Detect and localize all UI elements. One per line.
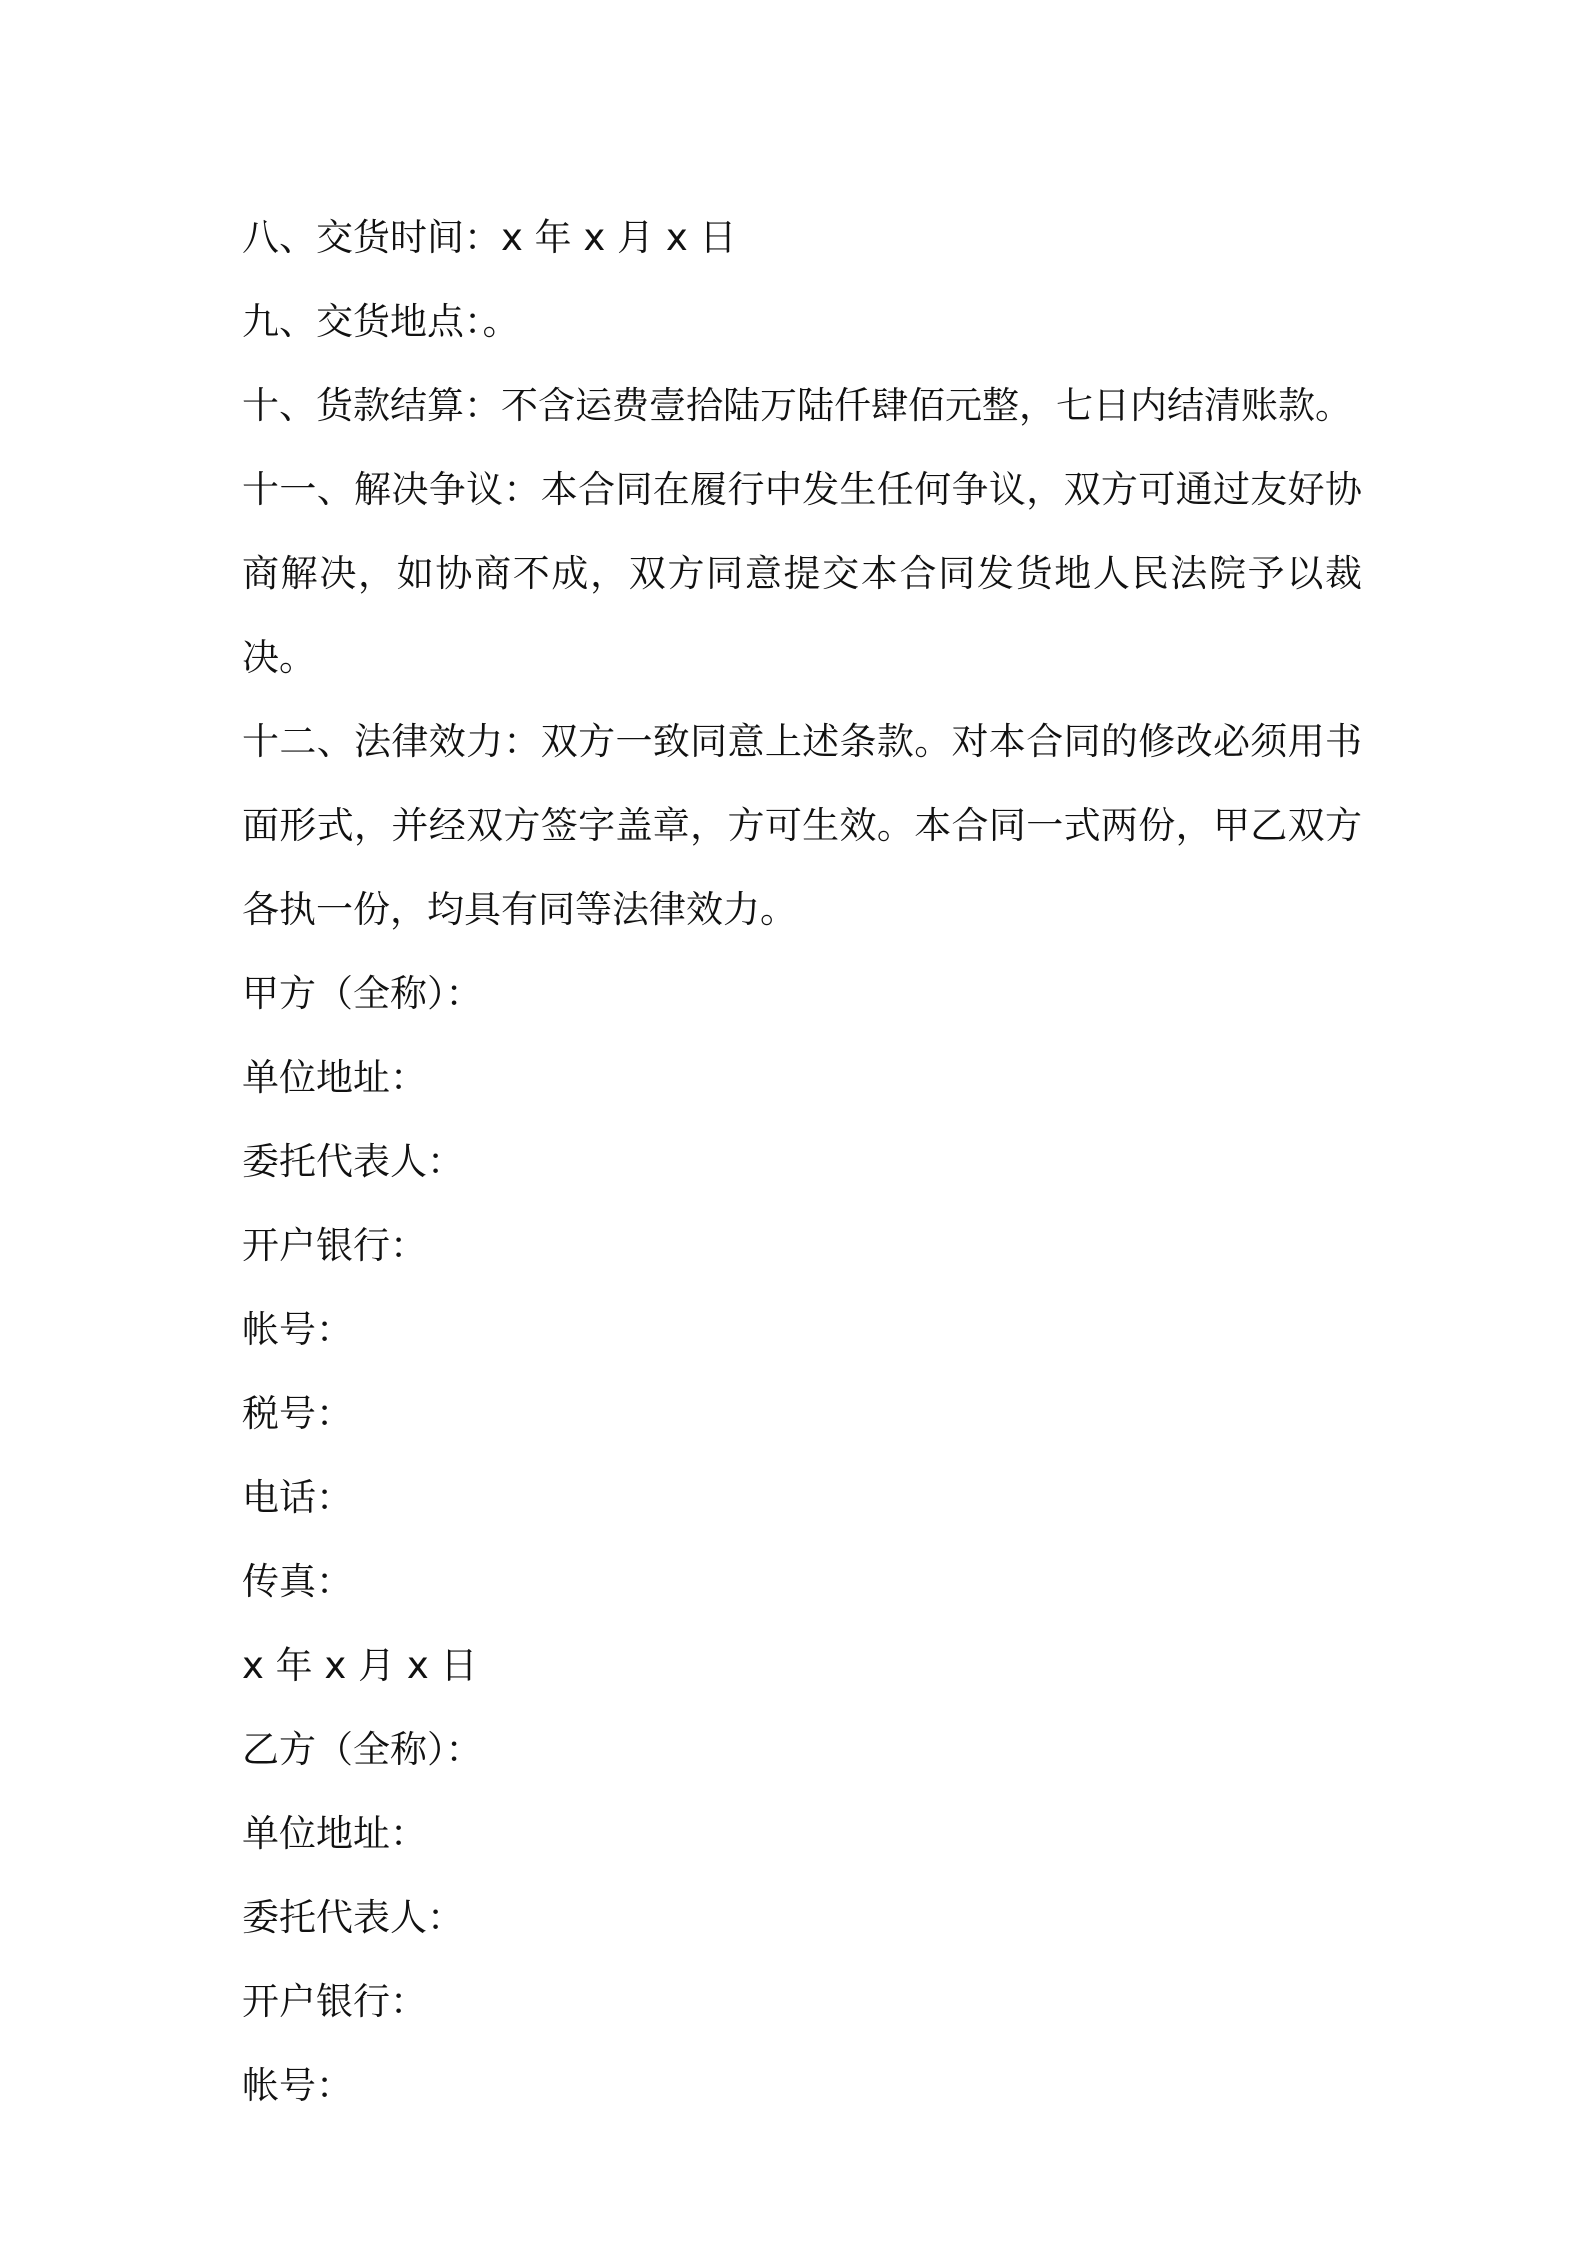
party-b-account-field: 帐号： [242, 2064, 353, 2107]
party-b-name-field: 乙方（全称）： [242, 1728, 483, 1771]
party-a-bank-field: 开户银行： [242, 1224, 427, 1267]
party-a-representative-field: 委托代表人： [242, 1140, 464, 1183]
clause-payment-settlement: 十、货款结算：不含运费壹拾陆万陆仟肆佰元整，七日内结清账款。 [242, 384, 1352, 427]
party-a-tax-id-field: 税号： [242, 1392, 353, 1435]
party-b-address-field: 单位地址： [242, 1812, 427, 1855]
party-a-date-field: x 年 x 月 x 日 [242, 1644, 478, 1687]
party-a-account-field: 帐号： [242, 1308, 353, 1351]
party-a-phone-field: 电话： [242, 1476, 353, 1519]
document-body [242, 196, 1362, 2128]
clause-dispute-resolution: 十一、解决争议：本合同在履行中发生任何争议，双方可通过友好协商解决，如协商不成，双方同意提交本合同发货地人民法院予以裁决。 [242, 468, 1362, 679]
clause-legal-effect: 十二、法律效力：双方一致同意上述条款。对本合同的修改必须用书面形式，并经双方签字盖章，方可生效。本合同一式两份，甲乙双方各执一份，均具有同等法律效力。 [242, 720, 1362, 931]
party-b-bank-field: 开户银行： [242, 1980, 427, 2023]
party-b-representative-field: 委托代表人： [242, 1896, 464, 1939]
party-a-name-field: 甲方（全称）： [242, 972, 483, 1015]
clause-delivery-time: 八、交货时间：x 年 x 月 x 日 [242, 216, 737, 259]
party-a-address-field: 单位地址： [242, 1056, 427, 1099]
clause-delivery-place: 九、交货地点：。 [242, 300, 520, 343]
party-a-fax-field: 传真： [242, 1560, 353, 1603]
